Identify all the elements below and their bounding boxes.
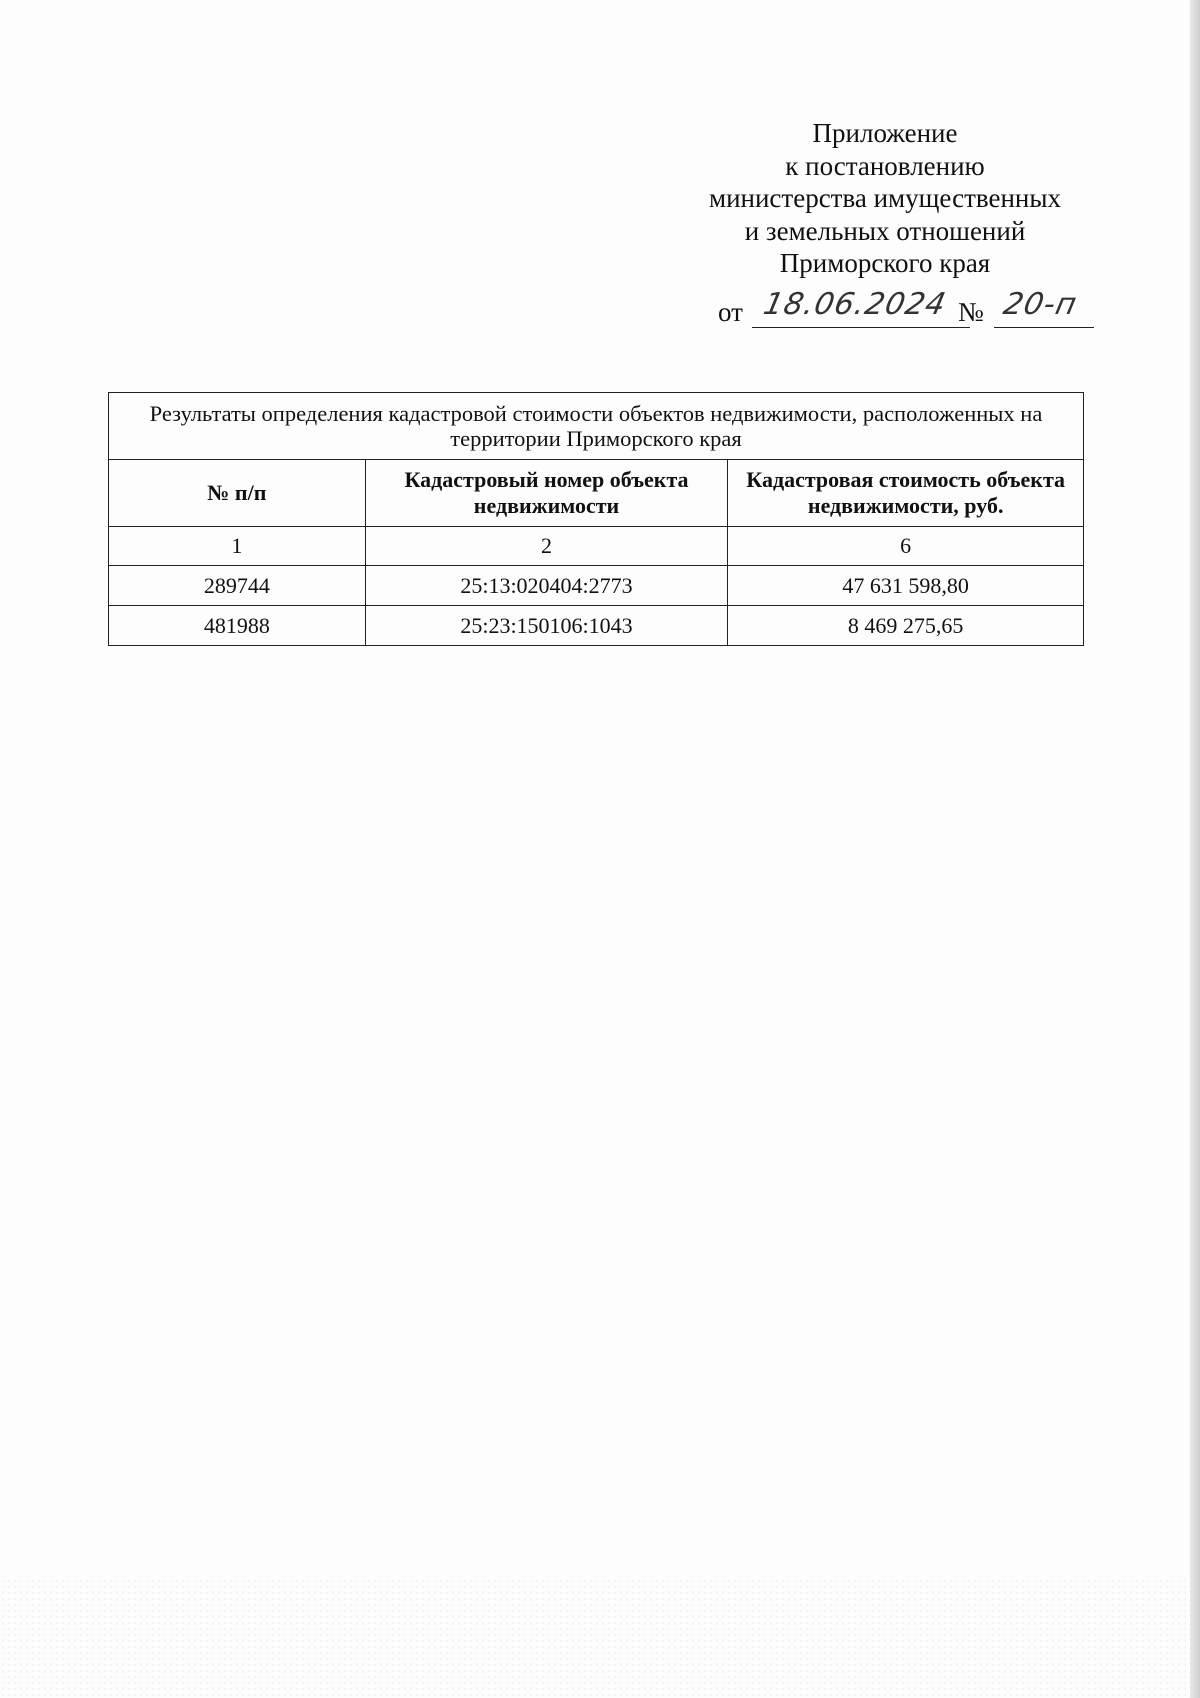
table-row (109, 566, 1084, 606)
appendix-line: и земельных отношений (744, 215, 1026, 246)
row-number-cell: 289744 (109, 566, 366, 606)
table-caption: Результаты определения кадастровой стоимости объектов недвижимости, расположенных на территории Приморского края (109, 393, 1084, 460)
from-label: от (718, 297, 743, 327)
appendix-line: Приложение (812, 118, 958, 148)
cadastral-results-table (108, 392, 1084, 646)
row-number-cell: 481988 (109, 606, 366, 646)
cadastral-number-cell: 25:13:020404:2773 (365, 566, 728, 606)
column-number-row (109, 527, 1084, 566)
appendix-header (690, 117, 1080, 280)
handwritten-date: 18.06.2024 (760, 287, 950, 322)
column-number: 1 (109, 527, 366, 566)
column-number: 2 (365, 527, 728, 566)
cadastral-value-cell: 8 469 275,65 (728, 606, 1084, 646)
header-cadastral-value: Кадастровая стоимость объекта недвижимости, руб. (728, 460, 1084, 527)
appendix-line: Приморского края (779, 248, 991, 278)
table-header-row (109, 460, 1084, 527)
date-field (752, 287, 970, 328)
number-field (994, 287, 1094, 328)
date-number-line (718, 287, 1108, 335)
scan-grain-left (0, 0, 55, 1698)
handwritten-number: 20-п (1000, 287, 1081, 322)
scan-grain-bottom (0, 1578, 1200, 1698)
appendix-line: министерства имущественных (709, 183, 1061, 213)
table-row (109, 606, 1084, 646)
scan-edge-right (1190, 0, 1200, 1698)
number-sign: № (958, 297, 984, 327)
cadastral-value-cell: 47 631 598,80 (728, 566, 1084, 606)
header-cadastral-number: Кадастровый номер объекта недвижимости (365, 460, 728, 527)
header-row-number: № п/п (109, 460, 366, 527)
cadastral-number-cell: 25:23:150106:1043 (365, 606, 728, 646)
column-number: 6 (728, 527, 1084, 566)
appendix-line: к постановлению (785, 150, 985, 181)
